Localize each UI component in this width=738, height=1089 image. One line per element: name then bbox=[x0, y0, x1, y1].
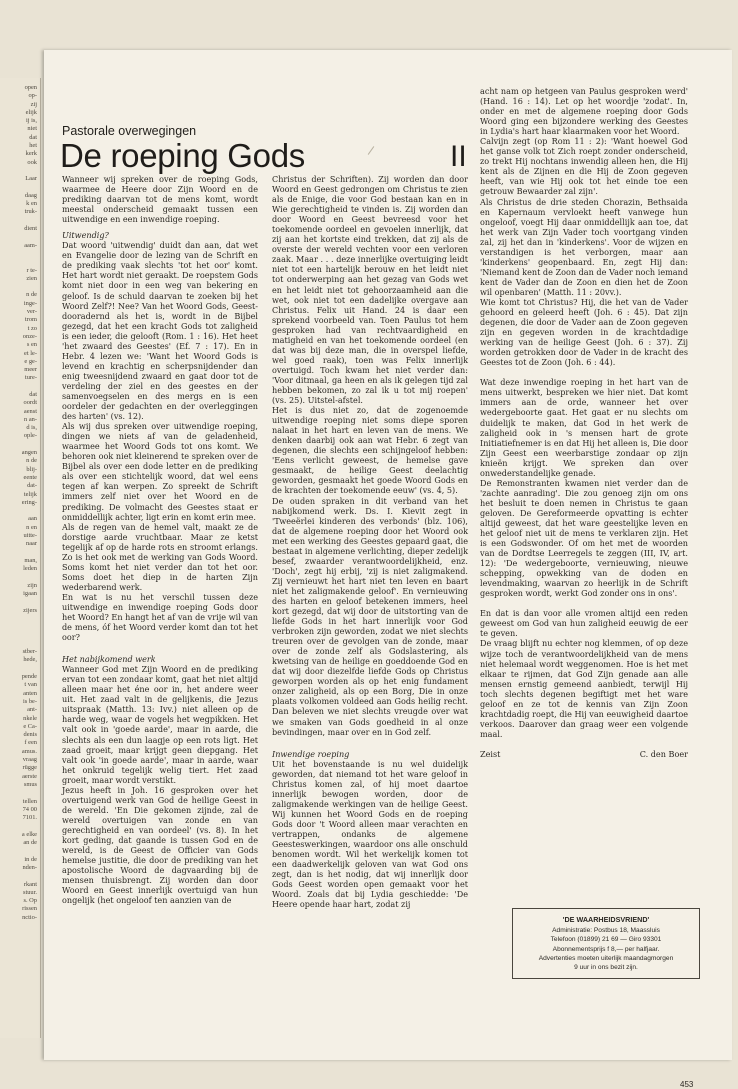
paragraph: Als de regen van de hemel valt, maakt ze de dorstige aarde vruchtbaar. Maar ze ketst tegelijk af op de harde rots en stroomt erlangs. Zo is het ook met de werking van Gods Woord. Soms komt het niet verder dan tot het oor. Soms doet het diep in de harten Zijn wederbarend werk. bbox=[62, 521, 258, 592]
margin-fragment: anten bbox=[23, 689, 37, 697]
paragraph: Jezus heeft in Joh. 16 gesproken over het overtuigend werk van God de heilige Geest in de wereld. 'En Die gekomen zijnde, zal de wereld overtuigen van zonde en van gerechtigheid en van oordeel' (vs. 8). In het kort geding, dat gaande is tussen God en de wereld, is de Geest de Officier van Gods hemelse justitie, die door de prediking van het apostolische Woord de dagvaarding bij de mensen thuisbrengt. Zij worden dan door Woord en Geest innerlijk overtuigd van hun ongelijk (het ongeloof ten aanzien van de bbox=[62, 784, 258, 906]
margin-fragment: ook bbox=[27, 158, 37, 166]
margin-fragment bbox=[0, 283, 40, 291]
colophon-line: Administratie: Postbus 18, Maassluis bbox=[552, 927, 660, 935]
margin-fragment: het bbox=[29, 142, 37, 150]
paragraph: En dat is dan voor alle vromen altijd een reden geweest om God van hun zaligheid eeuwig de eer te geven. bbox=[480, 608, 688, 639]
paragraph: Wat deze inwendige roeping in het hart van de mens uitwerkt, bespreken we hier niet. Dat komt immers aan de orde, wanneer het over wedergeboorte gaat. Het gaat er nu slechts om duidelijk te maken, dat God in het werk de zaligheid ook in 's mensen hart de grote Initiatiefnemer is en dat Hij het alleen is, Die door Zijn Geest een weerbarstige zondaar op zijn knieën krijgt. We spreken dan over onwederstandelijke genade. bbox=[480, 377, 688, 478]
section-kicker: Pastorale overwegingen bbox=[62, 124, 197, 138]
margin-fragment: oordt bbox=[23, 399, 37, 407]
article-title: De roeping Gods bbox=[60, 137, 305, 174]
margin-fragment bbox=[0, 872, 40, 880]
margin-fragment: igaan bbox=[23, 590, 37, 598]
margin-fragment: ering- bbox=[21, 498, 37, 506]
colophon-line: Advertenties moeten uiterlijk maandagmorgen bbox=[538, 954, 674, 962]
magazine-page bbox=[44, 50, 732, 1089]
part-number: II bbox=[450, 140, 467, 173]
signature bbox=[480, 749, 688, 759]
margin-fragment: zijn bbox=[27, 581, 37, 589]
margin-fragment bbox=[0, 822, 40, 830]
margin-fragment: aerste bbox=[22, 772, 37, 780]
margin-fragment: dat- bbox=[27, 482, 37, 490]
margin-fragment: Laar bbox=[25, 175, 37, 183]
margin-fragment: open bbox=[24, 84, 37, 91]
paragraph: De vraag blijft nu echter nog klemmen, of op deze wijze toch de verantwoordelijkheid van de mens niet helemaal wordt weggenomen. Hoe is het met elkaar te rijmen, dat God Zijn genade aan alle mensen ernstig gemeend aanbiedt, terwijl Hij toch slechts degenen begiftigt met het ware geloof en ze tot de kennis van Zijn Zoon krachtdadig roept, die Hij van eeuwigheid daartoe verkoos. Daarover dan graag weer een volgende maal. bbox=[480, 638, 688, 739]
paragraph: Uit het bovenstaande is nu wel duidelijk geworden, dat niemand tot het ware geloof in Christus komen zal, of hij moet daartoe innerlijk bewogen worden, door de zaligmakende werkingen van de heilige Geest. Wij kunnen het Woord Gods en de roeping Gods door 't Woord alleen maar verachten en vertrappen, ondanks de algemene Geesteswerkingen, waardoor ons alle onschuld benomen wordt. Wil het werkelijk komen tot een daadwerkelijk geloven van wat God ons zegt, dan is het nodig, dat wij innerlijk door Gods Geest worden open gemaakt voor het Woord. Zoals dat bij Lydia geschiedde: 'De Heere opende haar hart, zodat zij bbox=[272, 758, 468, 910]
paragraph: Het is dus niet zo, dat de zogenoemde uitwendige roeping niet soms diepe sporen nalaat in het hart en leven van de mens. We denken daarbij ook aan wat Hebr. 6 zegt van degenen, die slechts een schijngeloof hebben: 'Eens verlicht geweest, de hemelse gave gesmaakt, de heilige Geest deelachtig geworden, gesmaakt het goede Woord Gods en de krachten der toekomende eeuw' (vs. 4, 5). bbox=[272, 405, 468, 496]
margin-fragment: angen bbox=[21, 449, 37, 457]
margin-fragment: is be- bbox=[22, 697, 37, 705]
margin-fragment: hede, bbox=[23, 656, 37, 664]
paragraph: Calvijn zegt (op Rom 11 : 2): 'Want hoewel God het ganse volk tot Zich roept zonder onderscheid, zo trekt Hij nochtans inwendig alleen hen, die Hij kent als de Zijnen en die Hij de Zoon gegeven heeft, van wie Hij ook tot het einde toe een getrouw Bewaarder zal zijn'. bbox=[480, 136, 688, 197]
margin-fragment: niet bbox=[27, 125, 37, 133]
margin-fragment: vraag bbox=[22, 756, 37, 764]
margin-fragment: in de bbox=[24, 855, 37, 863]
subheading: Uitwendig? bbox=[62, 230, 109, 241]
margin-fragment: nctio- bbox=[22, 913, 37, 921]
paragraph: De ouden spraken in dit verband van het nabijkomend werk. Ds. I. Kievit zegt in 'Tweeërlei kinderen des verbonds' (blz. 106), dat de algemene roeping door het Woord ook met een werking des Geestes gepaard gaat, die bestaat in algemene verlichting, dieper zedelijk besef, zwaarder verantwoordelijkheid, enz. 'Doch', zegt hij erbij, 'zij is niet zaligmakend. Zij vernieuwt het hart niet ten leven en baart niet het zaligmakende geloof'. En vernieuwing des harten en geloof betekenen immers, heel kort gezegd, dat wij door de uitstorting van de liefde Gods in het hart innerlijk voor God verbroken zijn geworden, zodat we niet slechts treuren over de gevolgen van de zonde, maar over de zonde zelf als Godslastering, als kwetsing van de heilige en goeddoende God en dat wij door diezelfde liefde Gods op Christus geworpen worden als op het enig fundament onzer zaligheid, als op een Borg, Die in onze plaats volkomen voldeed aan Gods heilig recht. Dan beleven we niet slechts vreugde over wat we smaken van Gods goedheid in al onze bevindingen, maar over en in God zelf. bbox=[272, 495, 468, 737]
paragraph: Wanneer wij spreken over de roeping Gods, waarmee de Heere door Zijn Woord en de prediking daarvan tot de mens komt, wordt meestal onderscheid gemaakt tussen een uitwendige en een inwendige roeping. bbox=[62, 174, 258, 225]
margin-fragment: ant- bbox=[27, 706, 37, 714]
paragraph: acht nam op hetgeen van Paulus gesproken werd' (Hand. 16 : 14). Let op het woordje 'zodat'. In, onder en met de algemene roeping door Gods Woord ging een bijzondere werking des Geestes in Lydia's hart haar klaarmaken voor het Woord. bbox=[480, 86, 688, 137]
margin-fragment: dat bbox=[29, 390, 37, 398]
margin-fragment: ture- bbox=[24, 374, 37, 382]
margin-fragment: n en bbox=[26, 523, 37, 531]
margin-fragment: 74 00 bbox=[22, 805, 37, 813]
paragraph: Als wij dus spreken over uitwendige roeping, dingen we niets af van de geladenheid, waarmee het Woord Gods tot ons komt. We behoren ook niet kleinerend te spreken over de Bijbel als over een dode letter en de prediking als over een stichtelijk woord, dat wel eens tegen af kan werpen. Zo spreekt de Schrift immers zelf niet over het Woord en de prediking. De volmacht des Geestes staat er onmiddellijk achter, ligt erin en komt erin mee. bbox=[62, 421, 258, 522]
margin-fragment: an de bbox=[23, 839, 37, 847]
margin-fragment: blij- bbox=[26, 465, 37, 473]
margin-fragment: zijers bbox=[23, 606, 37, 614]
margin-fragment: tellen bbox=[22, 797, 37, 805]
margin-fragment: uitte- bbox=[23, 532, 37, 540]
margin-fragment bbox=[0, 233, 40, 241]
margin-fragment: nkele bbox=[23, 714, 37, 722]
margin-fragment: denis bbox=[23, 731, 37, 739]
margin-fragment: t zo bbox=[27, 324, 37, 332]
margin-fragment: op- bbox=[28, 92, 37, 100]
paragraph: En wat is nu het verschil tussen deze uitwendige en inwendige roeping Gods door het Woord? En hangt het af van de vrije wil van de mens, óf het Woord verder komt dan tot het oor? bbox=[62, 591, 258, 643]
margin-fragment: n an- bbox=[24, 415, 37, 423]
margin-fragment: stuur. bbox=[22, 888, 37, 896]
margin-fragment: a elke bbox=[21, 830, 37, 838]
margin-fragment bbox=[0, 441, 40, 449]
paragraph: De Remonstranten kwamen niet verder dan de 'zachte aanrading'. Die zou genoeg zijn om ons het besluit te doen nemen in Christus te gaan geloven. De Gereformeerde opvatting is echter altijd geweest, dat het ware geestelijke leven en het geloof niet uit de mens te verklaren zijn. Het is een Godswonder. Of om het met de woorden van de Dordtse Leerregels te zeggen (III, IV, art. 12): 'De wedergeboorte, vernieuwing, nieuwe schepping, opwekking van de doden en levendmaking, waarvan zo heerlijk in de Schrift gesproken wordt, werkt God zonder ons in ons'. bbox=[480, 477, 688, 599]
margin-fragment: s. Op bbox=[23, 897, 37, 905]
paragraph: Als Christus de drie steden Chorazin, Bethsaida en Kapernaum vervloekt heeft vanwege hun ongeloof, voegt Hij daar onmiddellijk aan toe, dat het werk van Zijn Vader toch voortgang vinden zal, zij het dan in 'kinderkens'. Voor de wijzen en verstandigen is het verborgen, maar aan 'kinderkens' geopenbaard. En, zegt Hij dan: 'Niemand kent de Zoon dan de Vader noch iemand kent de Vader dan de Zoon en dien het de Zoon wil openbaren' (Matth. 11 : 20vv.). bbox=[480, 196, 688, 297]
margin-fragment: zij bbox=[30, 100, 37, 108]
colophon-line: 9 uur in ons bezit zijn. bbox=[574, 964, 638, 972]
margin-fragment: inge- bbox=[23, 299, 37, 307]
margin-fragment: smus bbox=[23, 780, 37, 788]
signature-author: C. den Boer bbox=[639, 748, 688, 759]
margin-fragment bbox=[0, 623, 40, 631]
margin-fragment: e ge- bbox=[24, 357, 37, 365]
pencil-mark bbox=[368, 146, 375, 155]
margin-fragment: daag bbox=[24, 191, 37, 199]
column-3 bbox=[480, 86, 688, 759]
column-1 bbox=[62, 174, 258, 905]
subheading: Het nabijkomend werk bbox=[62, 654, 156, 665]
margin-fragment: k en bbox=[26, 200, 37, 208]
margin-fragment bbox=[0, 507, 40, 515]
margin-fragment: n de bbox=[26, 291, 37, 299]
margin-fragment: leden bbox=[23, 565, 37, 573]
margin-fragment bbox=[0, 217, 40, 225]
paragraph: Wie komt tot Christus? Hij, die het van de Vader gehoord en geleerd heeft (Joh. 6 : 45). Dat zijn degenen, die door de Vader aan de Zoon gegeven zijn en gegeven worden in de krachtdadige werking van de heilige Geest (Joh. 6 : 37). Zij worden getrokken door de Vader in de kracht des Geestes tot de Zoon (Joh. 6 : 44). bbox=[480, 296, 688, 368]
colophon-box bbox=[512, 908, 700, 979]
margin-fragment: et le- bbox=[24, 349, 37, 357]
margin-fragment bbox=[0, 167, 40, 175]
margin-fragment: dat bbox=[29, 133, 37, 141]
margin-fragment: kerk bbox=[25, 150, 37, 158]
margin-fragment: aenst bbox=[23, 407, 37, 415]
subheading: Inwendige roeping bbox=[272, 748, 350, 759]
margin-fragment bbox=[0, 250, 40, 258]
margin-fragment bbox=[0, 847, 40, 855]
margin-fragment: n de bbox=[26, 457, 37, 465]
margin-fragment: ver- bbox=[26, 308, 37, 316]
margin-fragment: truk- bbox=[24, 208, 37, 216]
column-2 bbox=[272, 174, 468, 909]
margin-fragment: man, bbox=[24, 556, 37, 564]
margin-fragment bbox=[0, 574, 40, 582]
margin-fragment: meer bbox=[24, 366, 37, 374]
margin-fragment: r te- bbox=[26, 266, 37, 274]
margin-fragment: rkant bbox=[23, 880, 37, 888]
margin-fragment: ij is, bbox=[25, 117, 37, 125]
margin-fragment: pende bbox=[21, 673, 37, 681]
margin-fragment: dient bbox=[24, 225, 37, 233]
margin-fragment: f een bbox=[24, 739, 37, 747]
signature-place: Zeist bbox=[480, 748, 501, 759]
margin-fragment: aam- bbox=[24, 241, 37, 249]
margin-fragment-list bbox=[0, 84, 40, 922]
margin-fragment: 7101. bbox=[22, 814, 37, 822]
paragraph: Wanneer God met Zijn Woord en de prediking ervan tot een zondaar komt, gaat het niet altijd alleen maar het éne oor in, het andere weer uit. Het zaad valt in de gelijkenis, die Jezus uitspraak (Matth. 13: Ivv.) niet alleen op de harde weg, waar de vogels het wegpikken. Het valt ook in 'goede aarde', maar in aarde, die slechts als een dun laagje op een rots ligt. Het zaad groeit, maar krijgt geen diepgang. Het valt ook 'in goede aarde', maar in aarde, waar het onkruid tegelijk welig tiert. Het zaad groeit, maar wordt verstikt. bbox=[62, 664, 258, 785]
margin-fragment: stber- bbox=[22, 648, 37, 656]
margin-fragment: ople- bbox=[23, 432, 37, 440]
paragraph: Dat woord 'uitwendig' duidt dan aan, dat wet en Evangelie door de lezing van de Schrift en de prediking vaak slechts 'tot het oor' komt. Het hart wordt niet geraakt. De roepstem Gods komt niet door in een weg van bekering en geloof. Is de schuld daarvan te zoeken bij het Woord Zelf?! Nee? Van het Woord Gods, Geest-dooradernd als het is, wordt in de Bijbel gezegd, dat het een kracht Gods tot zaligheid is een ieder, die gelooft (Rom. 1 : 16). Het heet 'het zwaard des Geestes' (Ef. 7 : 17). En in Hebr. 4 lezen we: 'Want het Woord Gods is levend en krachtig en scherpsnijdender dan enig tweesnijdend zwaard en gaat door tot de verdeling der ziel en des geestes en der samenvoegselen en des mergs en is een oordeler der gedachten en der overleggingen des harten' (vs. 12). bbox=[62, 240, 258, 422]
margin-fragment bbox=[0, 258, 40, 266]
margin-fragment: onze- bbox=[22, 332, 37, 340]
colophon-line: Telefoon (01899) 21 69 — Giro 93301 bbox=[550, 936, 662, 944]
margin-fragment bbox=[0, 598, 40, 606]
margin-fragment: nden- bbox=[22, 863, 37, 871]
paragraph: Christus der Schriften). Zij worden dan door Woord en Geest gedrongen om Christus te zien als de Enige, die voor God bestaan kan en in Wie gerechtigheid te vinden is. Zij worden dan door Woord en Geest bevreesd voor het toekomende oordeel en gevoelen innerlijk, dat zij aan het kortste eind trekken, dat zij als de overste der wereld vechten voor een verloren zaak. Maar . . . deze innerlijke overtuiging leidt niet tot een hartelijk berouw en het leidt niet tot onderwerping aan het gezag van Gods wet en het leidt niet tot gehoorzaamheid aan die wet, ook niet tot een dadelijke overgave aan Christus. Felix uit Hand. 24 is daar een sprekend voorbeeld van. Toen Paulus tot hem gesproken had van rechtvaardigheid en matigheid en van het toekomende oordeel (en dat was bij deze man, die in overspel liefde, wel goed raak), toen was Felix innerlijk overtuigd. Toch kwam het niet verder dan: 'Voor ditmaal, ga heen en als ik gelegen tijd zal hebben bekomen, zo zal ik u tot mij roepen' (vs. 25). Uitstel-afstel. bbox=[272, 174, 468, 406]
colophon-heading: 'DE WAARHEIDSVRIEND' bbox=[562, 915, 650, 924]
margin-fragment bbox=[0, 615, 40, 623]
margin-fragment: d is, bbox=[26, 424, 37, 432]
margin-fragment bbox=[0, 665, 40, 673]
margin-fragment: t van bbox=[24, 681, 37, 689]
margin-fragment: s en bbox=[26, 341, 37, 349]
margin-fragment bbox=[0, 549, 40, 557]
margin-fragment: trom bbox=[24, 316, 37, 324]
margin-fragment bbox=[0, 632, 40, 640]
margin-fragment: aan bbox=[28, 515, 37, 523]
margin-fragment bbox=[0, 184, 40, 192]
margin-fragment bbox=[0, 640, 40, 648]
margin-fragment: zien bbox=[26, 274, 37, 282]
margin-fragment: naar bbox=[26, 540, 37, 548]
margin-fragment: eente bbox=[23, 473, 37, 481]
margin-fragment: amus. bbox=[21, 747, 37, 755]
page-number: 453 bbox=[680, 1080, 694, 1089]
margin-fragment: rissen bbox=[22, 905, 37, 913]
margin-fragment: telijk bbox=[23, 490, 37, 498]
margin-fragment: elijk bbox=[25, 108, 37, 116]
colophon-line: Abonnementsprijs f 8,— per halfjaar. bbox=[552, 945, 660, 953]
margin-fragment: e Ca- bbox=[23, 722, 37, 730]
previous-page-margin bbox=[0, 78, 41, 1038]
margin-fragment bbox=[0, 383, 40, 391]
margin-fragment: rügge bbox=[22, 764, 37, 772]
margin-fragment bbox=[0, 789, 40, 797]
